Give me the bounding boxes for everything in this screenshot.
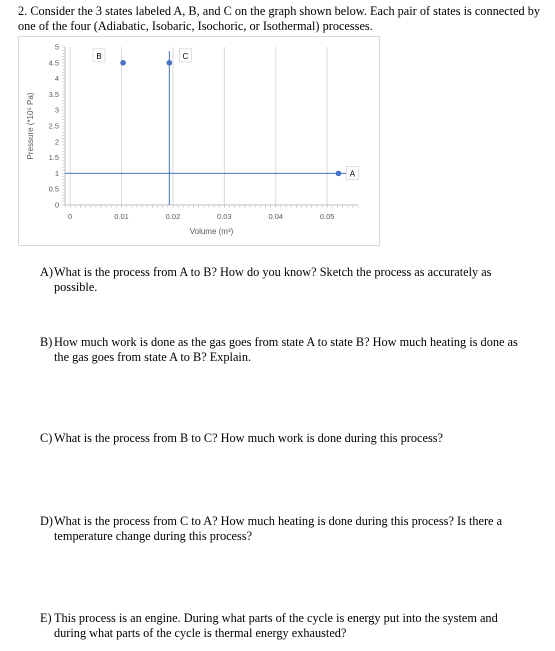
point-label-a: A bbox=[349, 169, 356, 179]
data-point-b bbox=[120, 60, 126, 66]
x-tick-label: 0.05 bbox=[319, 212, 335, 221]
question-e bbox=[40, 611, 520, 641]
problem-intro-text: Consider the 3 states labeled A, B, and C on the graph shown below. Each pair of states is connected by one of the four (Adiabatic, Isobaric, Isochoric, or Isothermal) processes. bbox=[18, 4, 541, 33]
x-tick-label: 0.04 bbox=[268, 212, 284, 221]
y-tick-label: 1 bbox=[54, 168, 59, 178]
question-c bbox=[40, 431, 520, 446]
point-label-b: B bbox=[96, 51, 102, 61]
point-label-c: C bbox=[182, 51, 189, 61]
x-tick-label: 0 bbox=[68, 212, 73, 221]
question-b-letter: B) bbox=[40, 335, 53, 349]
y-tick-label: 4.5 bbox=[48, 58, 59, 68]
y-tick-label: 4 bbox=[54, 74, 59, 84]
y-axis-title: Pressure (*10⁵ Pa) bbox=[26, 92, 35, 160]
y-tick-label: 3 bbox=[54, 105, 59, 115]
problem-intro bbox=[18, 4, 543, 34]
y-tick-label: 5 bbox=[54, 42, 59, 52]
question-c-letter: C) bbox=[40, 431, 53, 445]
question-e-text: This process is an engine. During what parts of the cycle is energy put into the system and during what parts of the cycle is thermal energy exhausted? bbox=[54, 611, 498, 640]
x-axis-title: Volume (m³) bbox=[189, 227, 234, 236]
data-point-a bbox=[336, 171, 342, 177]
question-e-letter: E) bbox=[40, 611, 52, 625]
y-tick-label: 2.5 bbox=[48, 121, 59, 131]
question-a-letter: A) bbox=[40, 265, 53, 279]
question-c-text: What is the process from B to C? How much work is done during this process? bbox=[54, 431, 443, 445]
question-b bbox=[40, 335, 520, 365]
problem-number: 2. bbox=[18, 4, 28, 18]
pv-chart bbox=[18, 36, 380, 246]
question-d bbox=[40, 514, 520, 544]
y-tick-label: 0 bbox=[54, 200, 59, 210]
y-tick-label: 2 bbox=[54, 137, 59, 147]
x-tick-label: 0.03 bbox=[217, 212, 232, 221]
data-point-c bbox=[167, 60, 173, 66]
pv-chart-svg bbox=[19, 37, 381, 247]
question-d-letter: D) bbox=[40, 514, 53, 528]
question-a bbox=[40, 265, 520, 295]
y-tick-label: 1.5 bbox=[48, 153, 59, 163]
x-tick-label: 0.01 bbox=[114, 212, 129, 221]
y-tick-label: 3.5 bbox=[48, 89, 59, 99]
question-d-text: What is the process from C to A? How much heating is done during this process? Is there a temperature change during this process? bbox=[54, 514, 503, 543]
question-a-text: What is the process from A to B? How do you know? Sketch the process as accurately as possible. bbox=[54, 265, 492, 294]
x-tick-label: 0.02 bbox=[165, 212, 181, 221]
question-b-text: How much work is done as the gas goes from state A to state B? How much heating is done as the gas goes from state A to B? Explain. bbox=[54, 335, 518, 364]
y-tick-label: 0.5 bbox=[48, 184, 59, 194]
